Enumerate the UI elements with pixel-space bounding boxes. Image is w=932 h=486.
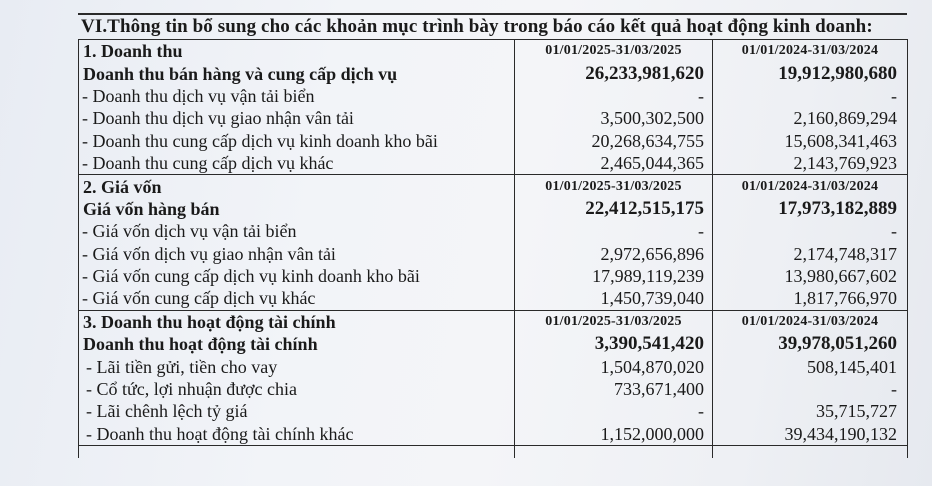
table-row bbox=[79, 85, 908, 107]
period-prior: 01/01/2024-31/03/2024 bbox=[713, 40, 908, 63]
income-statement-notes-table bbox=[78, 39, 908, 458]
total-row bbox=[79, 333, 908, 355]
table-row bbox=[79, 243, 908, 265]
table-row bbox=[79, 287, 908, 310]
period-current: 01/01/2025-31/03/2025 bbox=[515, 40, 713, 63]
value-current: 2,972,656,896 bbox=[515, 243, 713, 265]
row-label: - Doanh thu dịch vụ giao nhận vân tải bbox=[79, 107, 515, 129]
table-row bbox=[79, 152, 908, 175]
row-label: - Doanh thu dịch vụ vận tải biển bbox=[79, 85, 515, 107]
financial-notes-page bbox=[78, 13, 907, 458]
section-heading: 1. Doanh thu bbox=[79, 40, 515, 63]
empty-cell bbox=[79, 446, 515, 459]
row-label: - Doanh thu hoạt động tài chính khác bbox=[79, 423, 515, 446]
value-current: - bbox=[515, 400, 713, 422]
table-row bbox=[79, 355, 908, 377]
value-current: 26,233,981,620 bbox=[515, 62, 713, 84]
period-prior: 01/01/2024-31/03/2024 bbox=[713, 310, 908, 333]
value-current: 17,989,119,239 bbox=[515, 265, 713, 287]
table-row bbox=[79, 378, 908, 400]
value-current: 2,465,044,365 bbox=[515, 152, 713, 175]
value-prior: 39,434,190,132 bbox=[713, 423, 908, 446]
value-prior: 13,980,667,602 bbox=[713, 265, 908, 287]
value-current: 20,268,634,755 bbox=[515, 130, 713, 152]
row-label: Giá vốn hàng bán bbox=[79, 198, 515, 220]
empty-cell bbox=[713, 446, 908, 459]
section-title: VI.Thông tin bổ sung cho các khoản mục trình bày trong báo cáo kết quả hoạt động kinh doanh: bbox=[78, 13, 907, 39]
row-label: Doanh thu hoạt động tài chính bbox=[79, 333, 515, 355]
row-label: - Cổ tức, lợi nhuận được chia bbox=[79, 378, 515, 400]
table-row bbox=[79, 107, 908, 129]
table-row bbox=[79, 400, 908, 422]
value-prior: - bbox=[713, 220, 908, 242]
row-label: - Lãi tiền gửi, tiền cho vay bbox=[79, 355, 515, 377]
table-row bbox=[79, 265, 908, 287]
value-current: 1,152,000,000 bbox=[515, 423, 713, 446]
value-prior: 17,973,182,889 bbox=[713, 198, 908, 220]
section-heading: 2. Giá vốn bbox=[79, 175, 515, 198]
period-current: 01/01/2025-31/03/2025 bbox=[515, 310, 713, 333]
section-header-cost-of-sales bbox=[79, 175, 908, 198]
value-prior: 508,145,401 bbox=[713, 355, 908, 377]
value-prior: 35,715,727 bbox=[713, 400, 908, 422]
period-prior: 01/01/2024-31/03/2024 bbox=[713, 175, 908, 198]
table-continuation bbox=[79, 446, 908, 459]
section-header-revenue bbox=[79, 40, 908, 63]
row-label: - Giá vốn dịch vụ giao nhận vân tải bbox=[79, 243, 515, 265]
empty-cell bbox=[515, 446, 713, 459]
row-label: - Giá vốn cung cấp dịch vụ khác bbox=[79, 287, 515, 310]
value-prior: 39,978,051,260 bbox=[713, 333, 908, 355]
value-prior: 15,608,341,463 bbox=[713, 130, 908, 152]
value-current: 22,412,515,175 bbox=[515, 198, 713, 220]
value-current: 1,504,870,020 bbox=[515, 355, 713, 377]
value-prior: 1,817,766,970 bbox=[713, 287, 908, 310]
table-row bbox=[79, 220, 908, 242]
total-row bbox=[79, 198, 908, 220]
value-prior: 2,160,869,294 bbox=[713, 107, 908, 129]
value-prior: 2,143,769,923 bbox=[713, 152, 908, 175]
value-current: 1,450,739,040 bbox=[515, 287, 713, 310]
row-label: - Doanh thu cung cấp dịch vụ kinh doanh kho bãi bbox=[79, 130, 515, 152]
value-current: 3,500,302,500 bbox=[515, 107, 713, 129]
value-prior: - bbox=[713, 85, 908, 107]
row-label: - Giá vốn dịch vụ vận tải biển bbox=[79, 220, 515, 242]
value-current: 3,390,541,420 bbox=[515, 333, 713, 355]
row-label: - Giá vốn cung cấp dịch vụ kinh doanh kho bãi bbox=[79, 265, 515, 287]
table-row bbox=[79, 423, 908, 446]
period-current: 01/01/2025-31/03/2025 bbox=[515, 175, 713, 198]
row-label: Doanh thu bán hàng và cung cấp dịch vụ bbox=[79, 62, 515, 84]
value-prior: 19,912,980,680 bbox=[713, 62, 908, 84]
table-row bbox=[79, 130, 908, 152]
value-prior: 2,174,748,317 bbox=[713, 243, 908, 265]
total-row bbox=[79, 62, 908, 84]
value-current: - bbox=[515, 85, 713, 107]
value-current: 733,671,400 bbox=[515, 378, 713, 400]
row-label: - Doanh thu cung cấp dịch vụ khác bbox=[79, 152, 515, 175]
section-heading: 3. Doanh thu hoạt động tài chính bbox=[79, 310, 515, 333]
value-prior: - bbox=[713, 378, 908, 400]
section-header-financial-income bbox=[79, 310, 908, 333]
row-label: - Lãi chênh lệch tỷ giá bbox=[79, 400, 515, 422]
value-current: - bbox=[515, 220, 713, 242]
